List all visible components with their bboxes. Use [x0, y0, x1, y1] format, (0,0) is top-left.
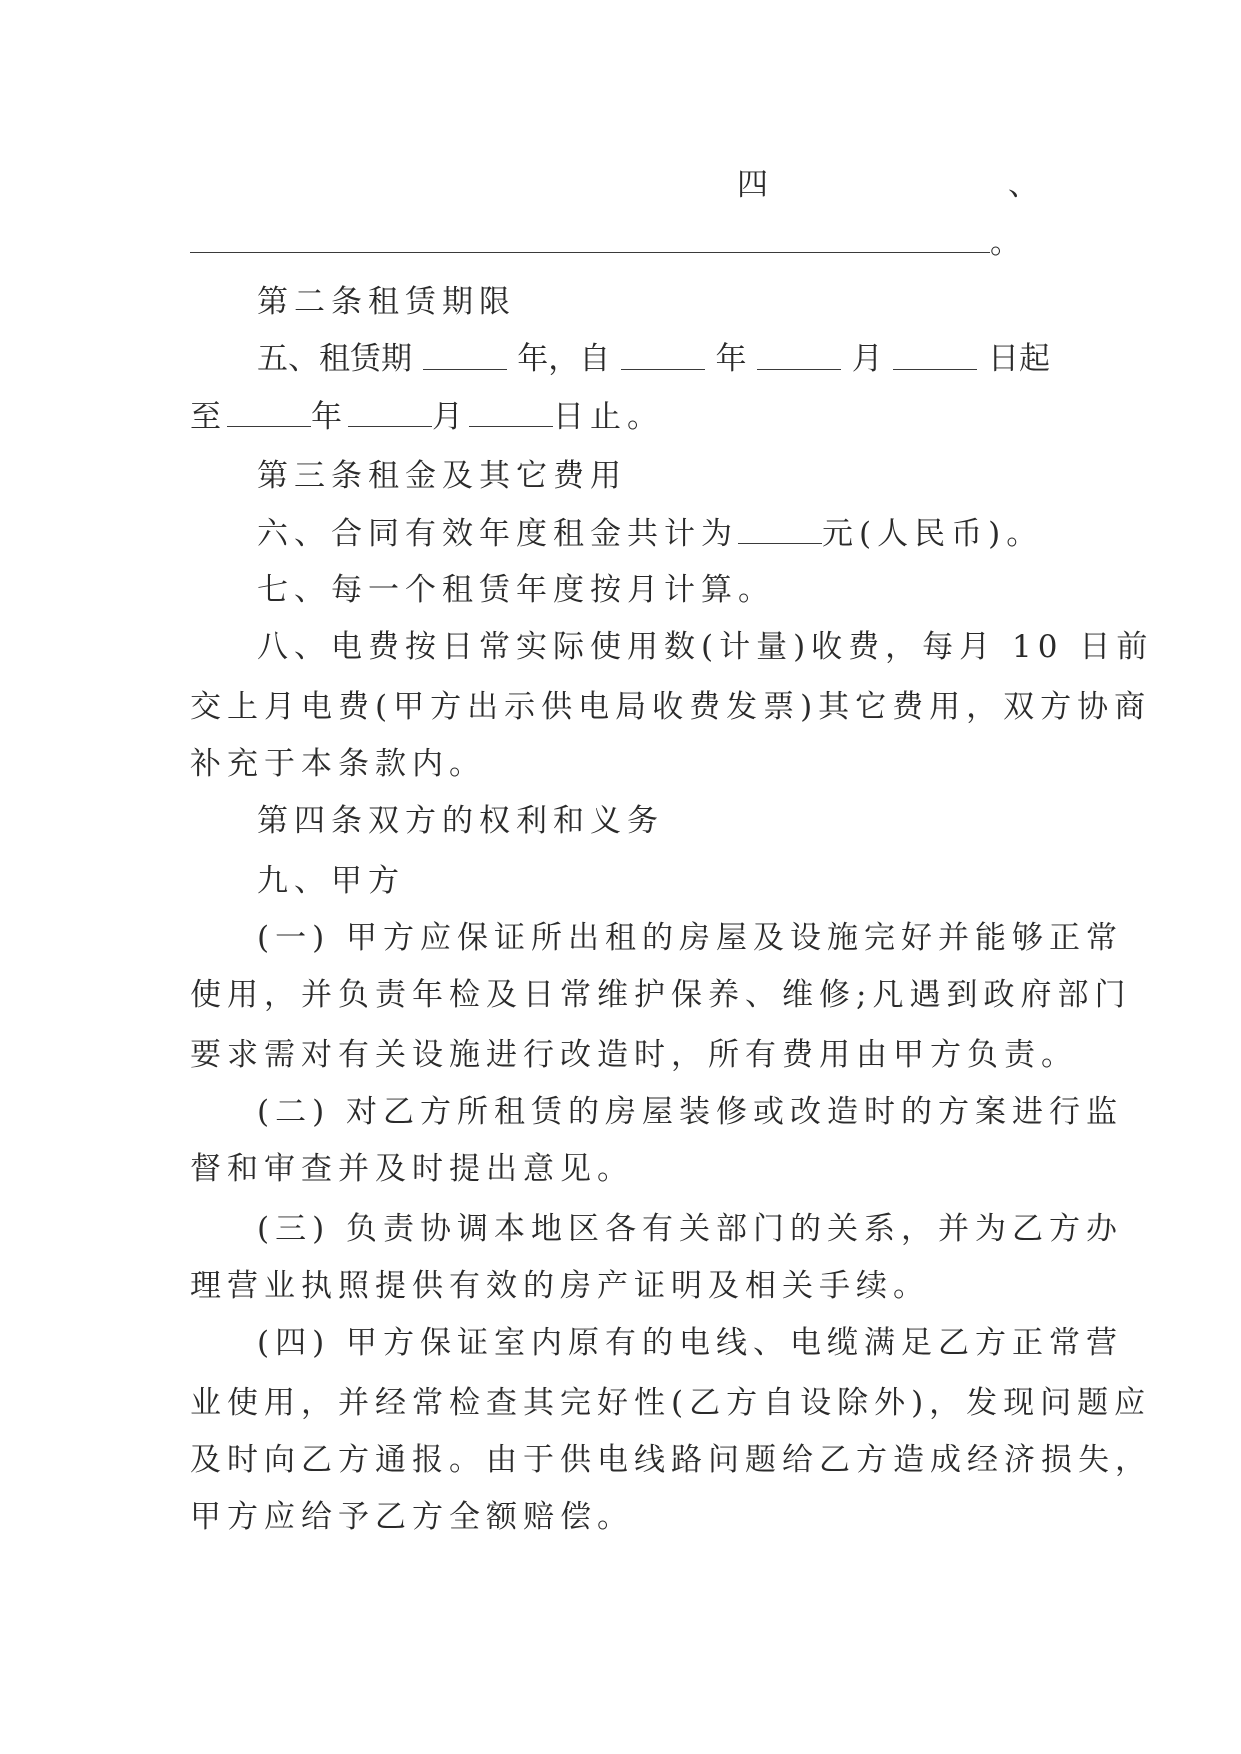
blank-end-month — [348, 396, 432, 427]
sub-clause-one-line2: 使用，并负责年检及日常维护保养、维修;凡遇到政府部门 — [190, 977, 1132, 1013]
blank-end-year — [227, 396, 311, 427]
sub-clause-three-line1: (三) 负责协调本地区各有关部门的关系，并为乙方办 — [257, 1211, 1124, 1247]
clause-five-line2 — [190, 396, 1050, 437]
clause-five-text8: 月 — [432, 399, 469, 435]
clause-eight-line3: 补充于本条款内。 — [190, 746, 486, 782]
clause-six — [257, 513, 1050, 554]
blank-end-day — [469, 396, 553, 427]
clause-five-text9: 日止。 — [553, 399, 664, 435]
sub-clause-two-line1: (二) 对乙方所租赁的房屋装修或改造时的方案进行监 — [257, 1094, 1124, 1130]
blank-rent-amount — [738, 513, 822, 544]
blank-start-month — [757, 339, 841, 370]
blank-line-end: 。 — [990, 225, 1027, 261]
blank-line — [190, 222, 1050, 263]
clause-seven: 七、每一个租赁年度按月计算。 — [257, 572, 775, 608]
sub-clause-two-line2: 督和审查并及时提出意见。 — [190, 1151, 634, 1187]
item-four-comma: 、 — [1008, 167, 1045, 203]
sub-clause-four-line2: 业使用，并经常检查其完好性(乙方自设除外)，发现问题应 — [190, 1385, 1152, 1421]
long-blank-underline — [190, 222, 990, 253]
article-four-heading: 第四条双方的权利和义务 — [257, 803, 664, 839]
clause-five-text1: 五、租赁期 — [257, 341, 412, 377]
blank-years — [423, 339, 507, 370]
blank-start-year — [621, 339, 705, 370]
clause-eight-line2: 交上月电费(甲方出示供电局收费发票)其它费用，双方协商 — [190, 689, 1152, 725]
clause-five-line1 — [257, 339, 1050, 379]
clause-eight-line1: 八、电费按日常实际使用数(计量)收费，每月 10 日前 — [257, 629, 1154, 665]
article-three-heading: 第三条租金及其它费用 — [257, 458, 627, 494]
sub-clause-four-line3: 及时向乙方通报。由于供电线路问题给乙方造成经济损失， — [190, 1442, 1152, 1478]
item-four-number: 四 — [737, 167, 774, 203]
clause-five-text3: 年 — [715, 341, 747, 377]
sub-clause-three-line2: 理营业执照提供有效的房产证明及相关手续。 — [190, 1268, 930, 1304]
clause-five-text4: 月 — [851, 341, 883, 377]
clause-five-text2: 年，自 — [517, 341, 611, 377]
sub-clause-one-line1: (一) 甲方应保证所出租的房屋及设施完好并能够正常 — [257, 920, 1124, 956]
clause-six-text1: 六、合同有效年度租金共计为 — [257, 516, 738, 552]
blank-start-day — [893, 339, 977, 370]
clause-nine: 九、甲方 — [257, 863, 405, 899]
sub-clause-four-line1: (四) 甲方保证室内原有的电线、电缆满足乙方正常营 — [257, 1325, 1124, 1361]
article-two-heading: 第二条租赁期限 — [257, 284, 516, 320]
clause-five-text6: 至 — [190, 399, 227, 435]
clause-five-text7: 年 — [311, 399, 348, 435]
clause-six-text2: 元(人民币)。 — [822, 516, 1044, 552]
sub-clause-four-line4: 甲方应给予乙方全额赔偿。 — [190, 1499, 634, 1535]
clause-five-text5: 日起 — [988, 341, 1050, 377]
sub-clause-one-line3: 要求需对有关设施进行改造时，所有费用由甲方负责。 — [190, 1037, 1078, 1073]
